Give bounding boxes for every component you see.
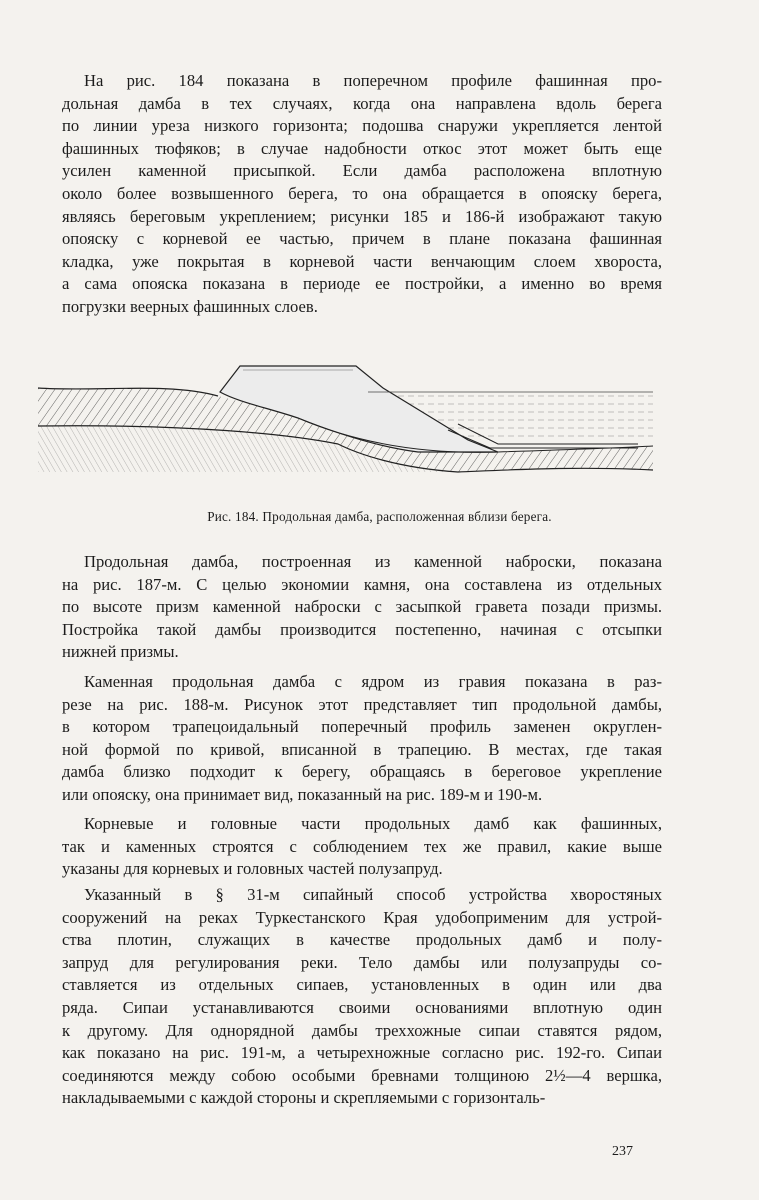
- paragraph-1: [62, 70, 662, 319]
- paragraph-4: [62, 813, 662, 881]
- text-line: фашинных тюфяков; в случае надобности откос этот может быть еще: [62, 138, 662, 158]
- text-line: нижней призмы.: [62, 642, 179, 662]
- text-line: сооружений на реках Туркестанского Края удобоприменим для устрой-: [62, 907, 662, 927]
- figure-caption: [0, 509, 759, 525]
- text-line: или опояску, она принимает вид, показанный на рис. 189-м и 190-м.: [62, 784, 543, 804]
- text-line: запруд для регулирования реки. Тело дамбы или полузапруды со-: [62, 952, 662, 972]
- text-line: а сама опояска показана в периоде ее постройки, а именно во время: [62, 274, 662, 294]
- text-line: так и каменных строятся с соблюдением тех же правил, какие выше: [62, 836, 662, 856]
- text-line: Корневые и головные части продольных дамб как фашинных,: [84, 814, 662, 833]
- text-line: На рис. 184 показана в поперечном профиле фашинная про-: [84, 71, 662, 90]
- text-line: в котором трапецоидальный поперечный профиль заменен округлен-: [62, 717, 662, 737]
- text-line: соединяются между собою особыми бревнами толщиною 2½—4 вершка,: [62, 1065, 662, 1085]
- text-line: дольная дамба в тех случаях, когда она направлена вдоль берега: [62, 93, 662, 113]
- text-line: являясь береговым укреплением; рисунки 185 и 186-й изображают такую: [62, 206, 662, 226]
- text-line: на рис. 187-м. С целью экономии камня, она составлена из отдельных: [62, 574, 662, 594]
- paragraph-2: [62, 551, 662, 664]
- paragraph-5: [62, 884, 662, 1110]
- figure-caption-text: Продольная дамба, расположенная вблизи берега.: [262, 509, 552, 524]
- text-line: по высоте призм каменной наброски с засыпкой гравета позади призмы.: [62, 597, 662, 617]
- text-line: ставляется из отдельных сипаев, установленных в один или два: [62, 975, 662, 995]
- text-line: Указанный в § 31-м сипайный способ устройства хворостяных: [84, 885, 662, 904]
- paragraph-3: [62, 671, 662, 807]
- text-line: около более возвышенного берега, то она обращается в опояску берега,: [62, 183, 662, 203]
- text-line: накладываемыми с каждой стороны и скрепляемыми с горизонталь-: [62, 1088, 546, 1108]
- text-line: по линии уреза низкого горизонта; подошва снаружи укрепляется лентой: [62, 116, 662, 136]
- text-line: погрузки веерных фашинных слоев.: [62, 296, 318, 316]
- text-line: опояску с корневой ее частью, причем в плане показана фашинная: [62, 229, 662, 249]
- text-line: ряда. Сипаи устанавливаются своими основаниями вплотную один: [62, 997, 662, 1017]
- text-line: дамба близко подходит к берегу, обращаясь в береговое укрепление: [62, 762, 662, 782]
- text-line: резе на рис. 188-м. Рисунок этот представляет тип продольной дамбы,: [62, 694, 662, 714]
- text-line: кладка, уже покрытая в корневой части венчающим слоем хвороста,: [62, 251, 662, 271]
- page-number: 237: [612, 1144, 633, 1159]
- text-line: к другому. Для однорядной дамбы треххожные сипаи ставятся рядом,: [62, 1020, 662, 1040]
- text-line: ной формой по кривой, вписанной в трапецию. В местах, где такая: [62, 739, 662, 759]
- text-line: Постройка такой дамбы производится постепенно, начиная с отсыпки: [62, 619, 662, 639]
- figure-caption-label: Рис. 184.: [207, 509, 259, 524]
- text-line: ства плотин, служащих в качестве продольных дамб и полу-: [62, 930, 662, 950]
- dam-cross-section-figure: [38, 352, 662, 478]
- text-line: Каменная продольная дамба с ядром из гравия показана в раз-: [84, 672, 662, 691]
- text-line: Продольная дамба, построенная из каменной наброски, показана: [84, 552, 662, 571]
- text-line: как показано на рис. 191-м, а четырехножные согласно рис. 192-го. Сипаи: [62, 1043, 662, 1063]
- text-line: усилен каменной присыпкой. Если дамба расположена вплотную: [62, 161, 662, 181]
- text-line: указаны для корневых и головных частей полузапруд.: [62, 859, 443, 879]
